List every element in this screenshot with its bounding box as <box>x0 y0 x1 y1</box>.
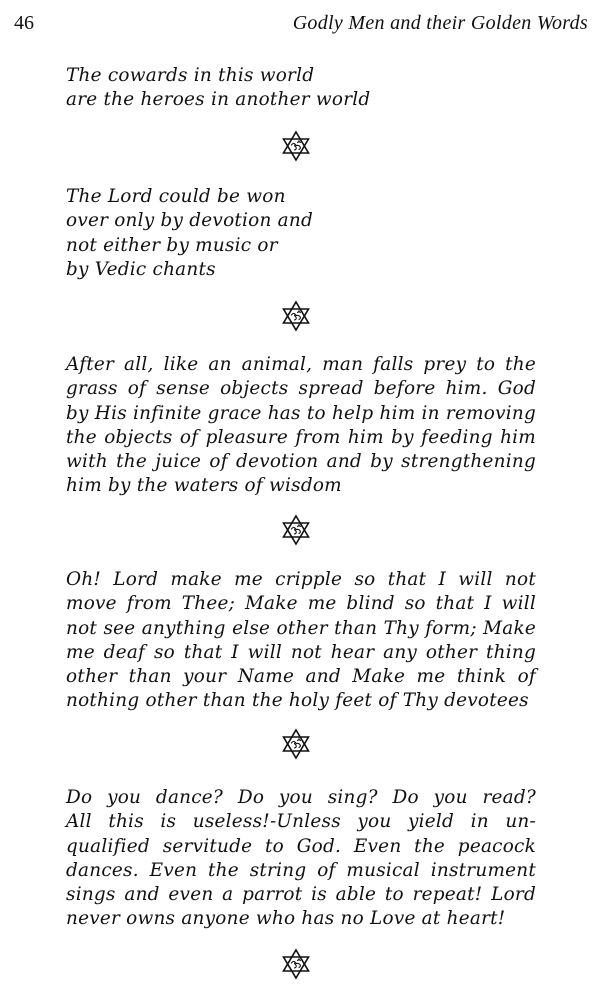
quote-line: dances. Even the string of musical instrument <box>66 859 536 881</box>
quote-line: not either by music or <box>66 234 278 256</box>
quote-4 <box>66 568 536 714</box>
star-of-david-om-icon <box>280 728 312 760</box>
quote-line: All this is useless!-Unless you yield in un- <box>66 811 536 833</box>
quote-line: over only by devotion and <box>66 210 314 232</box>
quote-line: him by the waters of wisdom <box>66 475 342 497</box>
quote-line: Do you dance? Do you sing? Do you read? <box>66 787 536 808</box>
quote-1 <box>66 64 536 113</box>
quote-line: sings and even a parrot is able to repeat! Lord <box>66 884 536 906</box>
quote-line: not see anything else other than Thy form; Make <box>66 617 536 639</box>
star-of-david-om-icon <box>280 948 312 980</box>
quote-line: are the heroes in another world <box>66 89 371 111</box>
quote-line: The Lord could be won <box>66 186 286 207</box>
quote-line: never owns anyone who has no Love at heart! <box>66 908 506 930</box>
running-title: Godly Men and their Golden Words <box>292 12 588 34</box>
quote-line: by Vedic chants <box>66 258 216 280</box>
quote-line: nothing other than the holy feet of Thy devotees <box>66 690 529 712</box>
quote-line: me deaf so that I will not hear any other thing <box>66 641 536 663</box>
quote-line: The cowards in this world <box>66 65 315 86</box>
page-header <box>14 12 588 38</box>
quote-line: with the juice of devotion and by strengthening <box>66 451 536 473</box>
quote-line: Oh! Lord make me cripple so that I will not <box>66 569 536 590</box>
quote-line: by His infinite grace has to help him in removing <box>66 402 536 424</box>
quote-2 <box>66 185 536 282</box>
quote-line: move from Thee; Make me blind so that I will <box>66 593 536 615</box>
star-of-david-om-icon <box>280 300 312 332</box>
star-of-david-om-icon <box>280 514 312 546</box>
quote-line: other than your Name and Make me think of <box>66 666 536 688</box>
quote-line: After all, like an animal, man falls prey to the <box>66 354 536 375</box>
quote-line: grass of sense objects spread before him. God <box>66 378 536 400</box>
quote-3 <box>66 353 536 499</box>
star-of-david-om-icon <box>280 130 312 162</box>
quote-line: qualified servitude to God. Even the peacock <box>66 835 536 857</box>
quote-line: the objects of pleasure from him by feeding him <box>66 426 536 448</box>
page-number: 46 <box>14 12 34 34</box>
quote-5 <box>66 786 536 932</box>
